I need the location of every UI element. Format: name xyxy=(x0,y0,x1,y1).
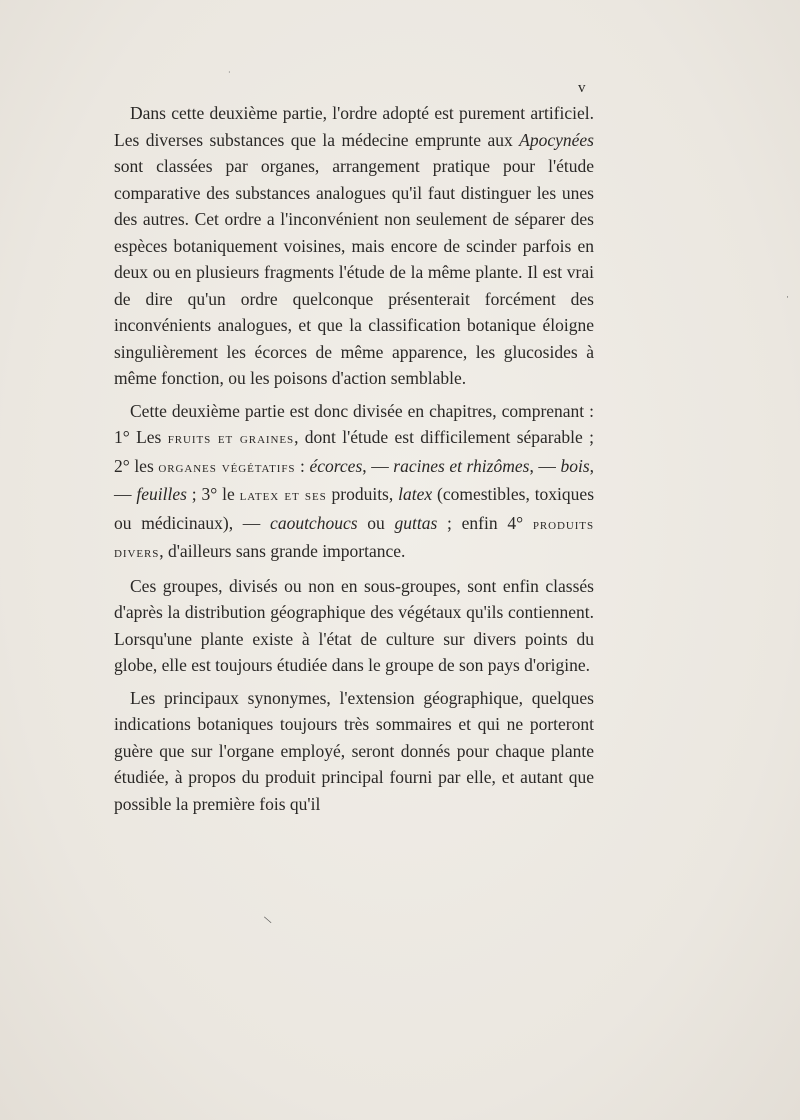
text-segment: , — xyxy=(529,455,561,476)
text-segment: sont classées par organes, arrangement pratique pour l'étude comparative des substances analogues qu'il faut distinguer les unes des autres. Cet ordre a l'inconvénient non seulement de séparer des espèces botaniquement voisines, mais encore de scinder parfois en deux ou en plusieurs fragments l'étude de la même plante. Il est vrai de dire qu'un ordre quelconque présenterait forcément des inconvénients analogues, et que la classification botanique éloigne singulièrement les écorces de même apparence, les glucosides à même fonction, ou les poisons d'action semblable. xyxy=(114,156,594,388)
body-text xyxy=(114,100,594,817)
text-segment: ou xyxy=(357,512,395,533)
text-segment: écorces xyxy=(309,455,363,476)
text-segment: ; enfin 4° xyxy=(437,512,533,533)
text-segment: fruits et graines xyxy=(167,430,295,447)
text-segment: Ces groupes, divisés ou non en sous-groupes, sont enfin classés d'après la distribution géographique des végétaux qu'ils contiennent. Lorsqu'une plante existe à l'état de culture sur divers points du globe, elle est toujours étudiée dans le groupe de son pays d'origine. xyxy=(114,575,594,675)
text-segment: Les principaux synonymes, l'extension géographique, quelques indications botaniques toujours très sommaires et qui ne porteront guère que sur l'organe employé, seront donnés pour chaque plante étudiée, à propos du produit principal fourni par elle, et autant que possible la première fois qu'il xyxy=(114,687,594,814)
text-segment: Dans cette deuxième partie, l'ordre adopté est purement artificiel. Les diverses substances que la médecine emprunte aux xyxy=(114,103,594,150)
text-segment: organes végétatifs xyxy=(158,458,296,476)
text-segment: , dont l'étude est difficilement séparable ; 2° les xyxy=(114,427,594,476)
text-segment: : xyxy=(295,455,310,476)
text-segment: latex xyxy=(398,484,433,504)
page-speck: \ xyxy=(262,912,273,927)
text-segment: , — xyxy=(114,455,595,504)
paragraph-4 xyxy=(114,685,594,818)
text-segment: latex et ses xyxy=(239,487,327,504)
text-segment: racines et rhizômes xyxy=(393,455,530,476)
page-speck: · xyxy=(228,68,231,77)
text-segment: , d'ailleurs sans grande importance. xyxy=(159,541,406,561)
text-segment: bois xyxy=(560,455,590,476)
text-segment: guttas xyxy=(394,512,438,533)
text-segment: ; 3° le xyxy=(186,484,240,504)
text-segment: Apocynées xyxy=(519,129,594,150)
text-segment: , — xyxy=(362,455,394,476)
text-segment: produits, xyxy=(326,484,399,504)
paragraph-2 xyxy=(114,398,594,567)
text-segment: produits divers xyxy=(114,515,594,561)
paragraph-3 xyxy=(114,573,594,679)
page-speck: · xyxy=(786,292,789,302)
paragraph-1 xyxy=(114,100,594,392)
text-segment: (comestibles, toxiques ou médicinaux), — xyxy=(114,484,594,533)
text-segment: feuilles xyxy=(136,484,187,504)
text-segment: Cette deuxième partie est donc divisée en chapitres, comprenant : 1° Les xyxy=(114,400,594,447)
page-number: v xyxy=(578,80,587,96)
text-segment: caoutchoucs xyxy=(270,512,358,533)
